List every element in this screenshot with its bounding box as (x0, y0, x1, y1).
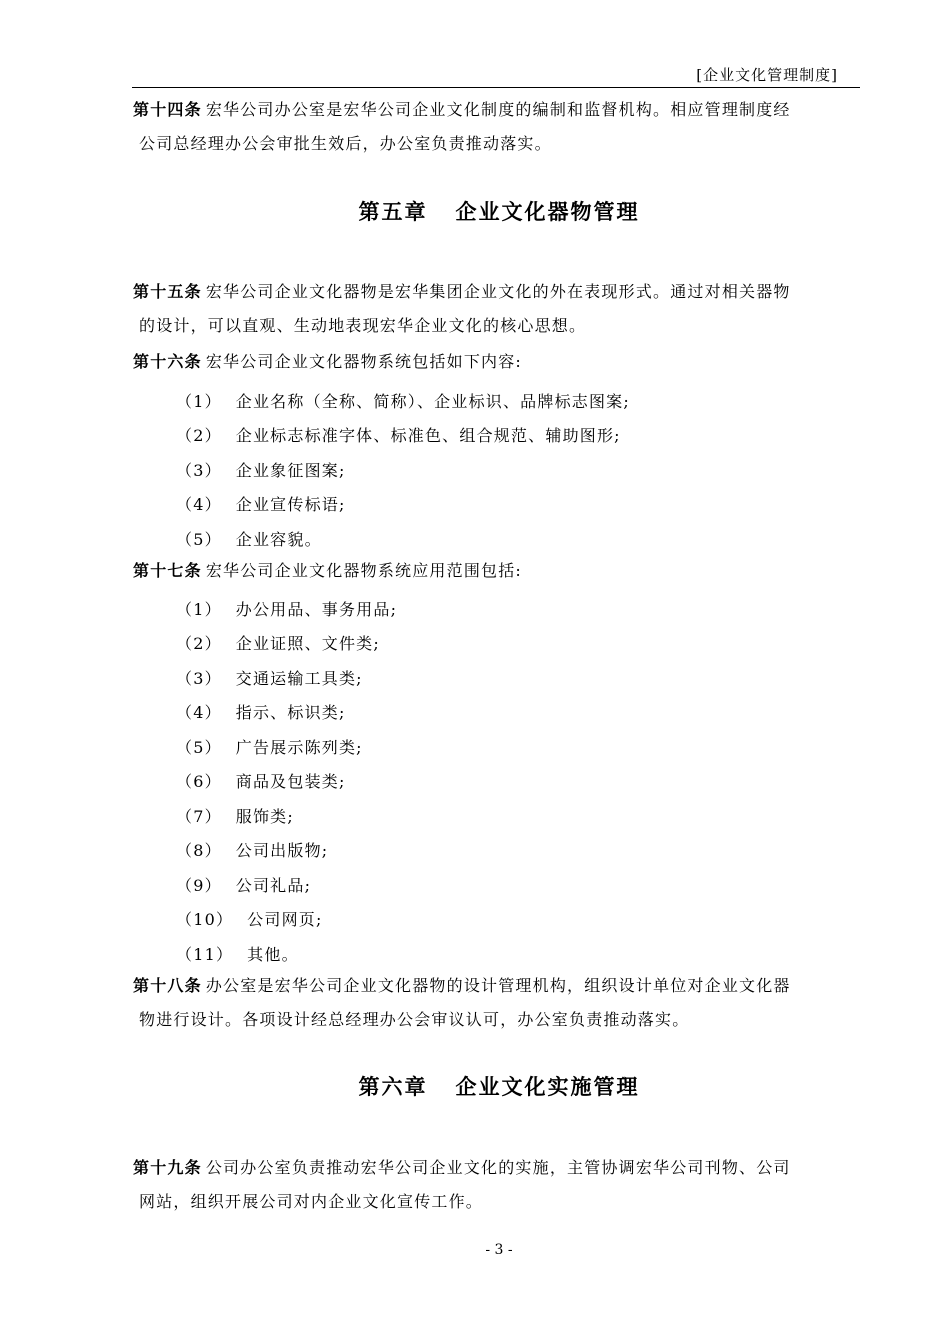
article-label: 第十九条 (133, 1158, 202, 1177)
list-item (176, 631, 380, 654)
item-number: （1） (176, 392, 222, 411)
list-item (176, 492, 346, 515)
article-label: 第十五条 (133, 282, 202, 301)
item-text: 企业宣传标语; (235, 495, 346, 514)
article-17 (133, 554, 863, 588)
item-number: （8） (176, 841, 222, 860)
article-label: 第十六条 (133, 352, 202, 371)
chapter-heading-5 (0, 196, 950, 226)
item-number: （3） (176, 461, 222, 480)
running-header: [企业文化管理制度] (696, 66, 838, 84)
item-text: 公司网页; (247, 910, 323, 929)
list-item (176, 804, 294, 827)
list-item (176, 666, 363, 689)
item-text: 企业名称（全称、简称）、企业标识、品牌标志图案; (235, 392, 630, 411)
list-item (176, 942, 299, 965)
article-14 (133, 93, 863, 161)
page-number: - 3 - (485, 1242, 513, 1258)
list-item (176, 769, 346, 792)
article-18 (133, 969, 863, 1037)
item-text: 交通运输工具类; (235, 669, 363, 688)
article-19 (133, 1151, 863, 1219)
article-label: 第十八条 (133, 976, 202, 995)
chapter-title: 企业文化器物管理 (455, 199, 640, 224)
chapter-title: 企业文化实施管理 (455, 1074, 640, 1099)
list-item (176, 700, 346, 723)
chapter-number: 第五章 (358, 199, 428, 224)
article-text-line1: 公司办公室负责推动宏华公司企业文化的实施，主管协调宏华公司刊物、公司 (205, 1158, 791, 1177)
item-text: 指示、标识类; (235, 703, 346, 722)
item-number: （9） (176, 876, 222, 895)
chapter-heading-6 (0, 1071, 950, 1101)
item-text: 办公用品、事务用品; (235, 600, 398, 619)
article-label: 第十七条 (133, 561, 202, 580)
item-text: 广告展示陈列类; (235, 738, 363, 757)
article-text-line1: 宏华公司企业文化器物系统包括如下内容: (205, 352, 523, 371)
article-16 (133, 345, 863, 379)
list-item (176, 389, 630, 412)
article-label: 第十四条 (133, 100, 202, 119)
article-text-line1: 宏华公司企业文化器物系统应用范围包括: (205, 561, 523, 580)
article-text-line1: 宏华公司企业文化器物是宏华集团企业文化的外在表现形式。通过对相关器物 (205, 282, 791, 301)
list-item (176, 735, 363, 758)
item-text: 企业标志标准字体、标准色、组合规范、辅助图形; (235, 426, 621, 445)
item-number: （5） (176, 738, 222, 757)
item-number: （6） (176, 772, 222, 791)
item-number: （2） (176, 426, 222, 445)
item-text: 公司礼品; (235, 876, 312, 895)
list-item (176, 458, 346, 481)
item-number: （2） (176, 634, 222, 653)
article-text-line2: 公司总经理办公会审批生效后，办公室负责推动落实。 (139, 134, 552, 153)
item-number: （5） (176, 530, 222, 549)
item-text: 其他。 (247, 945, 299, 964)
article-text-line1: 办公室是宏华公司企业文化器物的设计管理机构，组织设计单位对企业文化器 (205, 976, 791, 995)
list-item (176, 597, 397, 620)
header-rule (132, 87, 860, 88)
list-item (176, 423, 621, 446)
article-text-line2: 的设计，可以直观、生动地表现宏华企业文化的核心思想。 (139, 316, 587, 335)
article-text-line2: 物进行设计。各项设计经总经理办公会审议认可，办公室负责推动落实。 (139, 1010, 690, 1029)
item-number: （1） (176, 600, 222, 619)
chapter-number: 第六章 (358, 1074, 428, 1099)
list-item (176, 527, 322, 550)
item-text: 公司出版物; (235, 841, 329, 860)
item-text: 企业证照、文件类; (235, 634, 380, 653)
item-number: （11） (176, 945, 234, 964)
article-15 (133, 275, 863, 343)
item-number: （3） (176, 669, 222, 688)
item-number: （4） (176, 703, 222, 722)
item-text: 商品及包装类; (235, 772, 346, 791)
article-text-line2: 网站，组织开展公司对内企业文化宣传工作。 (139, 1192, 484, 1211)
item-number: （7） (176, 807, 222, 826)
list-item (176, 873, 311, 896)
item-text: 企业象征图案; (235, 461, 346, 480)
item-text: 服饰类; (235, 807, 294, 826)
list-item (176, 838, 328, 861)
article-text-line1: 宏华公司办公室是宏华公司企业文化制度的编制和监督机构。相应管理制度经 (205, 100, 791, 119)
item-number: （4） (176, 495, 222, 514)
item-number: （10） (176, 910, 234, 929)
list-item (176, 907, 323, 930)
item-text: 企业容貌。 (235, 530, 322, 549)
